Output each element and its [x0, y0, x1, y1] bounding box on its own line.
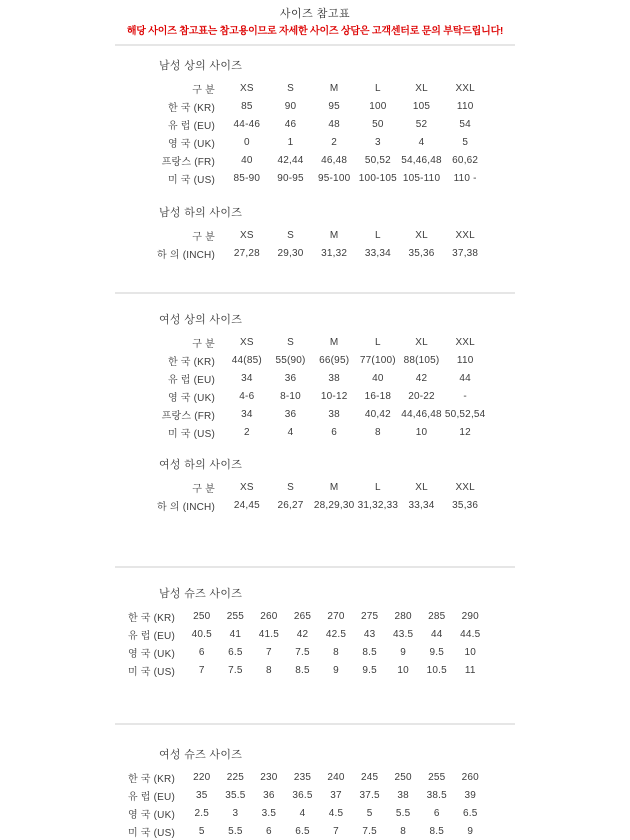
table-cell: 33,34	[408, 499, 435, 511]
size-table	[115, 768, 487, 840]
column-header: XS	[239, 229, 254, 241]
table-cell: 7.5	[228, 664, 243, 676]
table-cell: 48	[328, 118, 340, 130]
table-cell: 95-100	[318, 172, 351, 184]
table-cell: 255	[226, 610, 244, 622]
table-cell: -	[463, 390, 467, 402]
table-cell: 3	[232, 807, 239, 819]
table-row	[115, 786, 487, 804]
table-cell: 16-18	[364, 390, 392, 402]
table-cell: 41	[229, 628, 242, 640]
table-cell: 31,32,33	[357, 499, 399, 511]
table-cell: 6.5	[463, 807, 478, 819]
column-header: M	[329, 229, 339, 241]
table-cell: 85	[241, 100, 253, 112]
row-label: 프랑스 (FR)	[161, 156, 215, 168]
row-label: 영 국 (UK)	[127, 809, 175, 821]
table-cell: 6.5	[295, 825, 310, 837]
table-cell: 33,34	[364, 247, 391, 259]
table-cell: 4.5	[328, 807, 344, 819]
size-table	[115, 226, 487, 262]
table-cell: 44-46	[233, 118, 261, 130]
table-row	[115, 643, 487, 661]
table-cell: 90-95	[277, 172, 304, 184]
column-header: XXL	[455, 82, 475, 94]
column-header: S	[287, 229, 294, 241]
table-cell: 55(90)	[275, 354, 306, 366]
table-cell: 36.5	[292, 789, 313, 801]
column-header: XL	[415, 82, 428, 94]
column-header: XL	[415, 481, 428, 493]
column-header: XXL	[455, 481, 475, 493]
table-cell: 280	[394, 610, 412, 622]
table-cell: 5	[198, 825, 205, 837]
table-cell: 1	[287, 136, 294, 148]
table-cell: 10.5	[426, 664, 447, 676]
size-section	[115, 60, 515, 187]
table-cell: 42,44	[277, 154, 304, 166]
table-cell: 66(95)	[319, 354, 350, 366]
size-table	[115, 333, 487, 441]
table-cell: 6	[198, 646, 205, 658]
row-label: 영 국 (UK)	[127, 648, 175, 660]
table-cell: 230	[260, 771, 278, 783]
table-row	[115, 768, 487, 786]
table-cell: 39	[464, 789, 477, 801]
table-header-row	[115, 333, 487, 351]
row-label: 하 의 (INCH)	[157, 501, 215, 513]
table-cell: 6	[331, 426, 338, 438]
row-label: 유 럽 (EU)	[167, 120, 215, 132]
table-cell: 2	[243, 426, 250, 438]
table-cell: 12	[459, 426, 471, 438]
table-cell: 10	[397, 664, 409, 676]
table-row	[115, 369, 487, 387]
table-cell: 8	[333, 646, 339, 658]
size-guide-page	[115, 0, 515, 840]
table-cell: 54	[459, 118, 471, 130]
table-cell: 41.5	[258, 628, 280, 640]
table-cell: 24,45	[233, 499, 260, 511]
row-label: 유 럽 (EU)	[167, 374, 215, 386]
table-cell: 250	[394, 771, 412, 783]
notice-text: 해당 사이즈 참고표는 참고용이므로 자세한 사이즈 상담은 고객센터로 문의 부탁드립니다!	[126, 26, 504, 37]
row-label: 한 국 (KR)	[127, 612, 175, 624]
column-header: L	[374, 229, 381, 241]
column-header: L	[374, 82, 381, 94]
table-cell: 40	[372, 372, 384, 384]
table-cell: 38	[397, 789, 409, 801]
table-cell: 110	[456, 354, 474, 366]
row-label: 하 의 (INCH)	[157, 249, 215, 261]
table-cell: 35,36	[408, 247, 435, 259]
size-table	[115, 478, 487, 514]
table-row	[115, 607, 487, 625]
table-cell: 8.5	[295, 664, 310, 676]
table-cell: 9.5	[362, 664, 377, 676]
table-cell: 7.5	[362, 825, 377, 837]
table-cell: 6	[433, 807, 440, 819]
row-label: 미 국 (US)	[167, 428, 215, 440]
table-cell: 29,30	[277, 247, 304, 259]
table-row	[115, 169, 487, 187]
table-cell: 7.5	[295, 646, 310, 658]
table-cell: 7	[266, 646, 272, 658]
row-label: 영 국 (UK)	[167, 138, 215, 150]
table-cell: 4	[299, 807, 306, 819]
column-header: L	[374, 481, 381, 493]
table-row	[115, 351, 487, 369]
column-header: S	[287, 82, 294, 94]
table-cell: 245	[360, 771, 379, 783]
table-cell: 50,52,54	[444, 408, 486, 420]
table-row	[115, 661, 487, 679]
table-cell: 260	[461, 771, 479, 783]
table-cell: 36	[284, 408, 297, 420]
table-cell: 10	[415, 426, 428, 438]
table-cell: 7	[333, 825, 339, 837]
table-header-row	[115, 478, 487, 496]
table-cell: 9	[333, 664, 339, 676]
size-table	[115, 607, 487, 679]
size-table	[115, 79, 487, 187]
table-cell: 240	[327, 771, 345, 783]
column-header: L	[374, 336, 381, 348]
row-label: 영 국 (UK)	[167, 392, 215, 404]
table-cell: 4-6	[239, 390, 255, 402]
table-cell: 35,36	[452, 499, 479, 511]
table-header-row	[115, 226, 487, 244]
table-row	[115, 133, 487, 151]
table-cell: 8	[374, 426, 381, 438]
table-cell: 20-22	[408, 390, 435, 402]
table-header-row	[115, 79, 487, 97]
table-cell: 42.5	[325, 628, 347, 640]
column-header: M	[329, 82, 339, 94]
table-cell: 37,38	[452, 247, 479, 259]
table-cell: 11	[464, 664, 476, 676]
table-cell: 0	[243, 136, 250, 148]
table-row	[115, 822, 487, 840]
table-cell: 52	[415, 118, 428, 130]
table-cell: 290	[461, 610, 479, 622]
table-cell: 38.5	[426, 789, 447, 801]
section-title: 남성 슈즈 사이즈	[159, 588, 243, 600]
row-label: 미 국 (US)	[167, 174, 215, 186]
column-header: S	[287, 336, 294, 348]
table-cell: 43	[363, 628, 376, 640]
table-cell: 60,62	[452, 154, 479, 166]
column-header: M	[329, 481, 339, 493]
column-header: S	[287, 481, 294, 493]
table-cell: 40	[241, 154, 253, 166]
table-cell: 5.5	[228, 825, 243, 837]
table-cell: 40.5	[191, 628, 212, 640]
section-title: 여성 상의 사이즈	[159, 314, 243, 326]
table-cell: 85-90	[233, 172, 261, 184]
divider	[115, 292, 515, 294]
table-cell: 235	[293, 771, 312, 783]
table-cell: 36	[284, 372, 297, 384]
table-cell: 3.5	[261, 807, 277, 819]
table-cell: 9	[467, 825, 474, 837]
size-section	[115, 588, 515, 679]
section-title: 남성 상의 사이즈	[159, 60, 243, 72]
table-cell: 250	[193, 610, 211, 622]
table-row	[115, 804, 487, 822]
table-cell: 3	[374, 136, 381, 148]
section-title: 남성 하의 사이즈	[159, 207, 243, 219]
table-cell: 77(100)	[359, 354, 396, 366]
table-cell: 4	[287, 426, 294, 438]
table-cell: 46,48	[321, 154, 348, 166]
table-cell: 100-105	[358, 172, 397, 184]
table-row	[115, 405, 487, 423]
table-cell: 275	[360, 610, 379, 622]
table-cell: 50,52	[364, 154, 391, 166]
table-cell: 44	[459, 372, 471, 384]
table-cell: 10-12	[320, 390, 348, 402]
table-cell: 270	[327, 610, 345, 622]
table-cell: 2.5	[194, 807, 210, 819]
table-cell: 7	[198, 664, 205, 676]
table-cell: 255	[428, 771, 446, 783]
table-cell: 8	[266, 664, 272, 676]
row-label: 미 국 (US)	[127, 666, 175, 678]
table-cell: 110	[456, 100, 474, 112]
table-cell: 34	[241, 408, 253, 420]
table-cell: 8.5	[429, 825, 444, 837]
table-cell: 100	[369, 100, 387, 112]
table-cell: 8	[400, 825, 407, 837]
table-cell: 105	[412, 100, 431, 112]
column-header: XL	[415, 336, 428, 348]
table-cell: 36	[263, 789, 275, 801]
column-header: XS	[239, 82, 254, 94]
table-cell: 6	[266, 825, 272, 837]
table-cell: 88(105)	[403, 354, 440, 366]
table-cell: 220	[193, 771, 211, 783]
column-header-label: 구 분	[192, 84, 215, 96]
table-row	[115, 244, 487, 262]
table-row	[115, 387, 487, 405]
row-label: 한 국 (KR)	[167, 102, 215, 114]
table-row	[115, 496, 487, 514]
table-cell: 42	[415, 372, 428, 384]
table-cell: 31,32	[321, 247, 348, 259]
column-header: XL	[415, 229, 428, 241]
row-label: 한 국 (KR)	[127, 773, 175, 785]
size-section	[115, 207, 515, 262]
table-cell: 8.5	[362, 646, 377, 658]
column-header-label: 구 분	[192, 483, 215, 495]
section-title: 여성 슈즈 사이즈	[159, 749, 243, 761]
column-header: XXL	[455, 229, 475, 241]
table-cell: 37.5	[359, 789, 380, 801]
table-cell: 5.5	[395, 807, 411, 819]
table-cell: 27,28	[233, 247, 260, 259]
column-header: XS	[239, 481, 254, 493]
table-cell: 34	[241, 372, 253, 384]
table-cell: 8-10	[280, 390, 301, 402]
row-label: 프랑스 (FR)	[161, 410, 215, 422]
table-cell: 260	[260, 610, 278, 622]
table-cell: 28,29,30	[313, 499, 355, 511]
size-sections	[115, 60, 515, 840]
size-section	[115, 749, 515, 840]
table-cell: 105-110	[402, 172, 441, 184]
table-cell: 9.5	[429, 646, 444, 658]
row-label: 유 럽 (EU)	[127, 791, 175, 803]
table-cell: 42	[296, 628, 309, 640]
table-row	[115, 625, 487, 643]
table-cell: 40,42	[364, 408, 391, 420]
table-cell: 35	[196, 789, 208, 801]
column-header: XXL	[455, 336, 475, 348]
row-label: 한 국 (KR)	[167, 356, 215, 368]
table-row	[115, 423, 487, 441]
table-cell: 38	[328, 408, 340, 420]
column-header: M	[329, 336, 339, 348]
size-section	[115, 314, 515, 441]
divider	[115, 723, 515, 725]
table-cell: 44,46,48	[401, 408, 442, 420]
table-cell: 44	[430, 628, 443, 640]
divider	[115, 44, 515, 46]
table-row	[115, 115, 487, 133]
table-cell: 5	[462, 136, 469, 148]
table-row	[115, 151, 487, 169]
column-header-label: 구 분	[192, 338, 215, 350]
table-cell: 4	[418, 136, 425, 148]
row-label: 미 국 (US)	[127, 827, 175, 839]
table-cell: 44.5	[460, 628, 481, 640]
table-cell: 26,27	[277, 499, 304, 511]
table-cell: 43.5	[393, 628, 414, 640]
page-title: 사이즈 참고표	[279, 8, 351, 20]
table-cell: 90	[284, 100, 297, 112]
table-cell: 9	[400, 646, 407, 658]
size-section	[115, 459, 515, 514]
table-row	[115, 97, 487, 115]
table-cell: 225	[226, 771, 244, 783]
table-cell: 38	[328, 372, 340, 384]
table-cell: 95	[328, 100, 340, 112]
table-cell: 285	[428, 610, 446, 622]
column-header: XS	[239, 336, 254, 348]
table-cell: 44(85)	[231, 354, 262, 366]
table-cell: 35.5	[225, 789, 246, 801]
table-cell: 265	[293, 610, 312, 622]
table-cell: 54,46,48	[401, 154, 442, 166]
table-cell: 46	[284, 118, 297, 130]
table-cell: 2	[331, 136, 338, 148]
table-cell: 37	[330, 789, 342, 801]
row-label: 유 럽 (EU)	[127, 630, 175, 642]
table-cell: 10	[464, 646, 477, 658]
table-cell: 6.5	[228, 646, 243, 658]
table-cell: 5	[366, 807, 373, 819]
divider	[115, 566, 515, 568]
table-cell: 50	[372, 118, 384, 130]
column-header-label: 구 분	[192, 231, 215, 243]
section-title: 여성 하의 사이즈	[159, 459, 243, 471]
table-cell: 110 -	[453, 172, 477, 184]
